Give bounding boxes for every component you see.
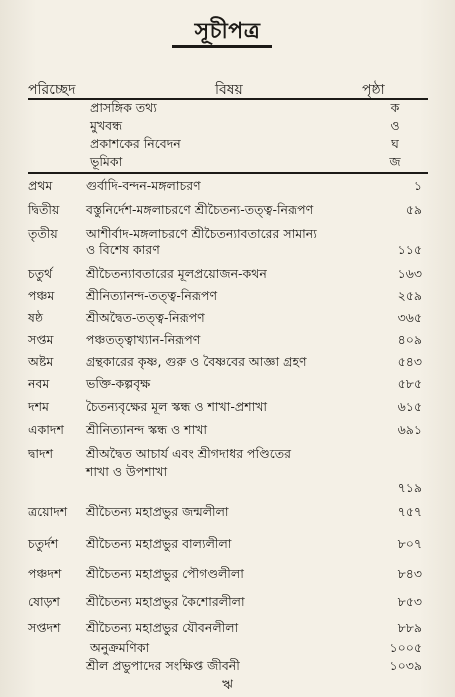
toc-title: ভক্তি-কল্পবৃক্ষ (86, 376, 151, 391)
toc-title: প্রাসঙ্গিক তথ্য (90, 100, 157, 115)
toc-title: শ্রীচৈতন্যাবতারের মূলপ্রয়োজন-কথন (86, 266, 267, 281)
toc-page: ঘ (391, 136, 399, 151)
toc-chapter: দশম (28, 399, 49, 414)
page-title: সূচীপত্র (194, 19, 261, 44)
toc-title: বস্তুনির্দেশ-মঙ্গলাচরণে শ্রীচৈতন্য-তত্ত্ব-নিরূপণ (86, 202, 314, 217)
toc-title: শ্রীল প্রভুপাদের সংক্ষিপ্ত জীবনী (86, 658, 240, 673)
toc-page: ৮৮৯ (397, 620, 422, 635)
toc-title: ভূমিকা (90, 154, 123, 169)
toc-page: ৮৪৩ (397, 566, 422, 581)
toc-title: গ্রন্থকারের কৃষ্ণ, গুরু ও বৈষ্ণবের আজ্ঞা গ্রহণ (86, 354, 307, 369)
toc-chapter: ষোড়শ (28, 594, 60, 609)
subject-column-header: বিষয় (215, 82, 243, 98)
toc-page: ৬৯১ (397, 422, 422, 437)
toc-page: ও (390, 118, 400, 133)
toc-chapter: সপ্তদশ (28, 620, 61, 635)
toc-chapter: ত্রয়োদশ (28, 504, 68, 519)
toc-chapter: একাদশ (28, 422, 64, 437)
toc-title: শ্রীনিত্যানন্দ স্কন্ধ ও শাখা (86, 422, 208, 437)
toc-title: শ্রীচৈতন্য মহাপ্রভুর যৌবনলীলা (86, 620, 239, 635)
toc-title: শ্রীচৈতন্য মহাপ্রভুর পৌগণ্ডলীলা (86, 566, 244, 581)
toc-title: চৈতন্যবৃক্ষের মূল স্কন্ধ ও শাখা-প্রশাখা (86, 399, 268, 414)
toc-chapter: অষ্টম (28, 354, 54, 369)
toc-page: ১১৫ (397, 242, 422, 257)
toc-chapter: পঞ্চদশ (28, 566, 62, 581)
toc-title: শ্রীচৈতন্য মহাপ্রভুর কৈশোরলীলা (86, 594, 245, 609)
toc-chapter: নবম (28, 376, 50, 391)
toc-title: ও বিশেষ কারণ (86, 242, 160, 257)
toc-page: ৫৯ (405, 202, 422, 217)
toc-page: ৮০৭ (397, 536, 422, 551)
toc-page: ৭৫৭ (397, 504, 422, 519)
page-column-header: পৃষ্ঠা (362, 82, 385, 98)
toc-chapter: তৃতীয় (28, 226, 58, 241)
toc-page: ৩৬৫ (397, 310, 422, 325)
toc-title: শ্রীচৈতন্য মহাপ্রভুর বাল্যলীলা (86, 536, 232, 551)
toc-chapter: দ্বিতীয় (28, 202, 60, 217)
toc-chapter: ষষ্ঠ (28, 310, 44, 325)
toc-page: ৫৮৫ (397, 376, 422, 391)
toc-title: আশীর্বাদ-মঙ্গলাচরণে শ্রীচৈতন্যাবতারের সামান্য (86, 226, 317, 241)
toc-page: ৮৫৩ (397, 594, 422, 609)
toc-page: ১৬৩ (397, 266, 422, 281)
toc-chapter: চতুর্থ (28, 266, 53, 281)
toc-title: মুখবন্ধ (90, 118, 123, 133)
toc-page: ৪০৯ (397, 332, 422, 347)
toc-page: জ (389, 154, 401, 169)
toc-title: প্রকাশকের নিবেদন (90, 136, 181, 151)
toc-chapter: প্রথম (28, 178, 53, 193)
toc-title: অনুক্রমণিকা (90, 640, 150, 655)
toc-page: ১০০৫ (389, 640, 422, 655)
page-number-footer: ঋ (222, 678, 233, 693)
toc-title: পঞ্চতত্ত্বাখ্যান-নিরূপণ (86, 332, 201, 347)
toc-title: শাখা ও উপশাখা (86, 464, 168, 479)
toc-title: শ্রীঅদ্বৈত আচার্য এবং শ্রীগদাধর পণ্ডিতের (86, 446, 291, 461)
prelims-divider (28, 172, 428, 174)
toc-page: ৭১৯ (397, 480, 422, 495)
toc-chapter: দ্বাদশ (28, 446, 54, 461)
toc-chapter: পঞ্চম (28, 288, 55, 303)
toc-page: ১০৩৯ (389, 658, 422, 673)
toc-title: শ্রীঅদ্বৈত-তত্ত্ব-নিরূপণ (86, 310, 205, 325)
chapter-column-header: পরিচ্ছেদ (28, 82, 76, 98)
toc-page: ৬১৫ (397, 399, 422, 414)
toc-page: ২৫৯ (397, 288, 422, 303)
toc-title: শ্রীনিত্যানন্দ-তত্ত্ব-নিরূপণ (86, 288, 218, 303)
toc-page: ১ (413, 178, 422, 193)
toc-page: ৫৪৩ (397, 354, 422, 369)
toc-chapter: চতুর্দশ (28, 536, 59, 551)
toc-page: ক (390, 100, 400, 115)
toc-chapter: সপ্তম (28, 332, 54, 347)
toc-title: গুর্বাদি-বন্দন-মঙ্গলাচরণ (86, 178, 201, 193)
title-underline (172, 45, 272, 48)
toc-title: শ্রীচৈতন্য মহাপ্রভুর জন্মলীলা (86, 504, 229, 519)
